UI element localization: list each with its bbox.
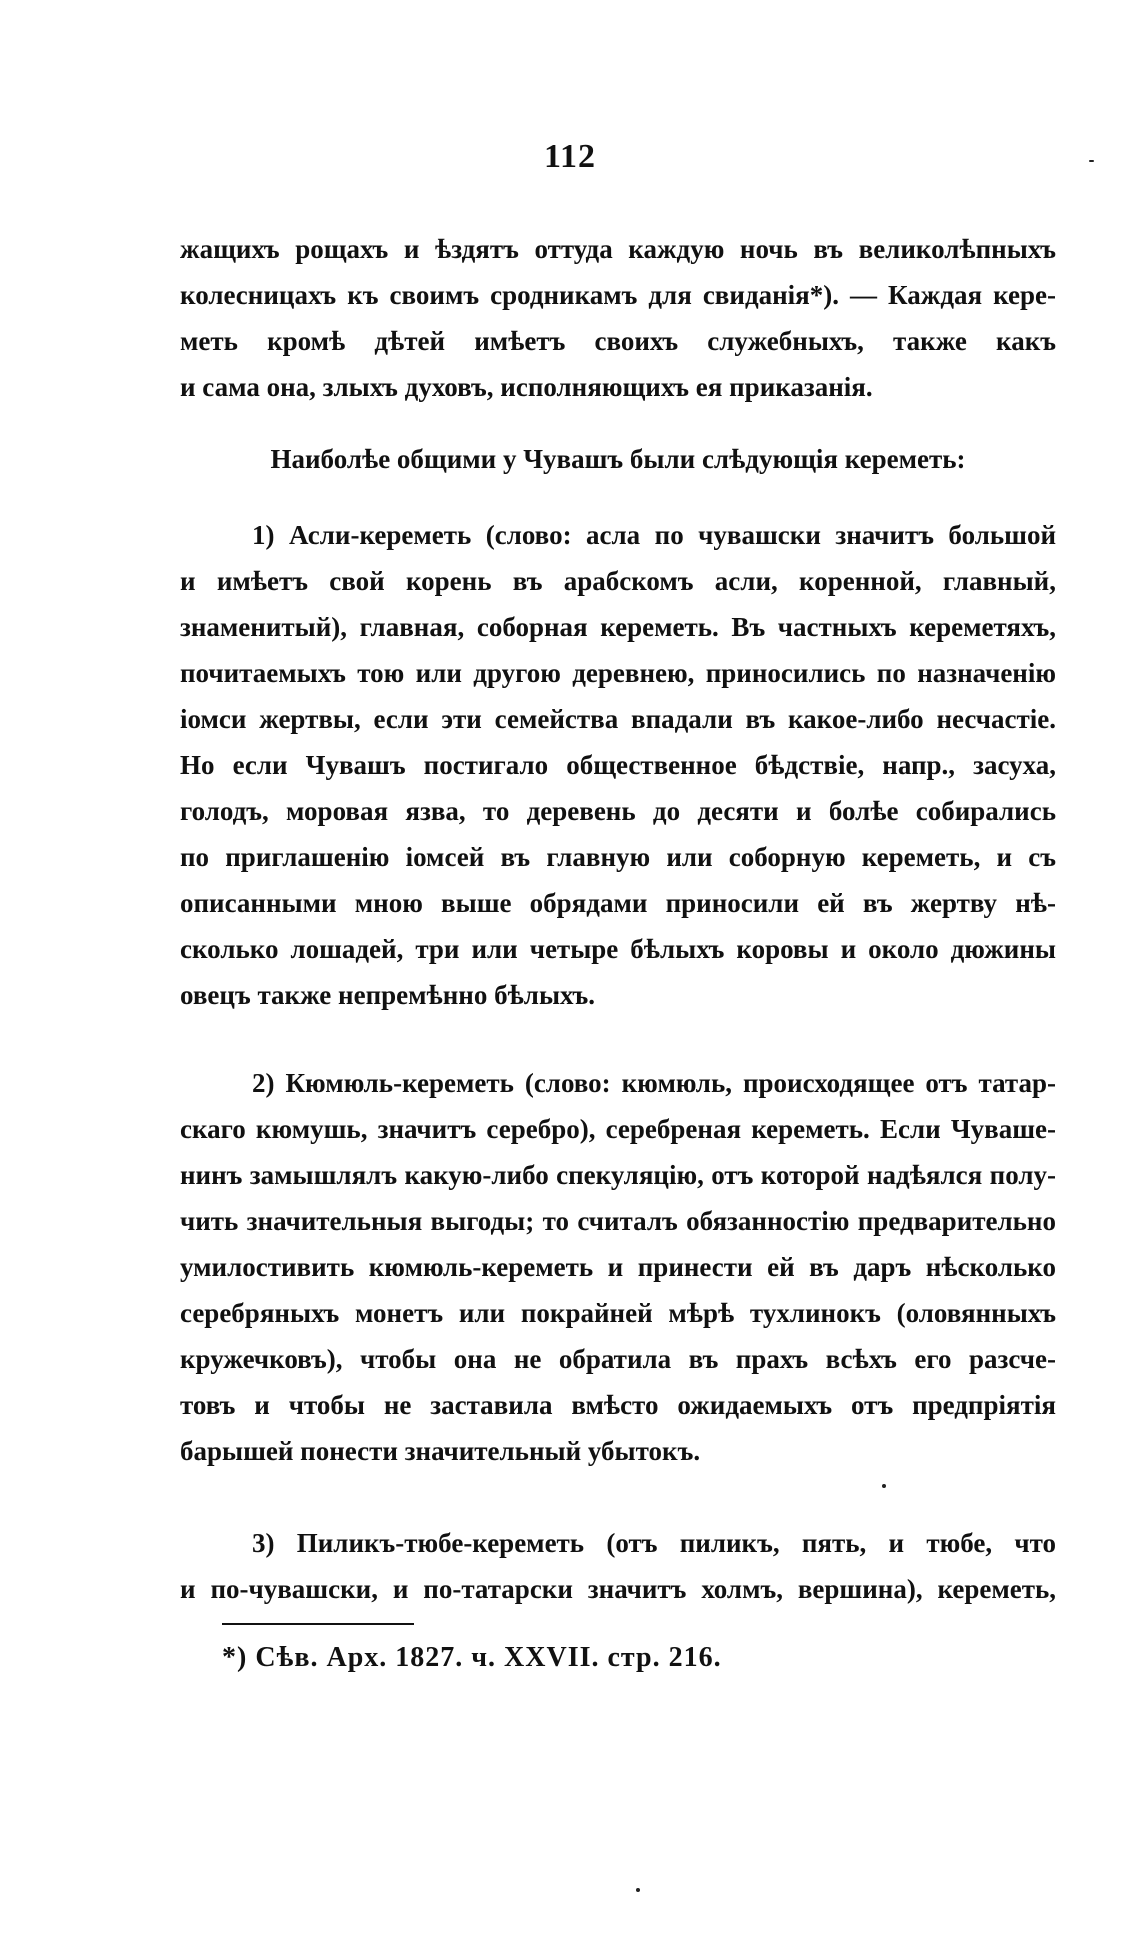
scan-speck	[636, 1888, 640, 1892]
scan-speck	[882, 1484, 886, 1488]
text-line: овецъ также непремѣнно бѣлыхъ.	[180, 980, 595, 1010]
text-line: Но если Чувашъ постигало общественное бѣдствіе, напр., засуха,	[180, 750, 1056, 780]
paragraph-continuation	[180, 226, 1056, 410]
paragraph-intro	[180, 436, 1056, 482]
text-line: іомси жертвы, если эти семейства впадали въ какое-либо несчастіе.	[180, 704, 1056, 734]
text-line: 2) Кюмюль-кереметь (слово: кюмюль, происходящее отъ татар-	[252, 1068, 1056, 1098]
text-line: знаменитый), главная, соборная кереметь. Въ частныхъ кереметяхъ,	[180, 612, 1056, 642]
text-line: нинъ замышлялъ какую-либо спекуляцію, отъ которой надѣялся полу-	[180, 1160, 1056, 1190]
text-line: чить значительныя выгоды; то считалъ обязанностію предварительно	[180, 1206, 1056, 1236]
text-line: 1) Асли-кереметь (слово: асла по чувашски значитъ большой	[252, 520, 1056, 550]
text-line: скаго кюмушь, значитъ серебро), серебреная кереметь. Если Чуваше-	[180, 1114, 1056, 1144]
text-line: жащихъ рощахъ и ѣздятъ оттуда каждую ночь въ великолѣпныхъ	[180, 234, 1056, 264]
text-line: 3) Пиликъ-тюбе-кереметь (отъ пиликъ, пять, и тюбе, что	[252, 1528, 1056, 1558]
text-line: и имѣетъ свой корень въ арабскомъ асли, коренной, главный,	[180, 566, 1056, 596]
text-line: описанными мною выше обрядами приносили ей въ жертву нѣ-	[180, 888, 1056, 918]
footnote-divider	[222, 1623, 414, 1625]
text-line: кружечковъ), чтобы она не обратила въ прахъ всѣхъ его разсче-	[180, 1344, 1056, 1374]
text-line: голодъ, моровая язва, то деревень до десяти и болѣе собирались	[180, 796, 1056, 826]
text-line: и сама она, злыхъ духовъ, исполняющихъ ея приказанія.	[180, 372, 873, 402]
text-line: почитаемыхъ тою или другою деревнею, приносились по назначенію	[180, 658, 1056, 688]
text-line: Наиболѣе общими у Чувашъ были слѣдующія кереметь:	[270, 444, 966, 474]
text-line: товъ и чтобы не заставила вмѣсто ожидаемыхъ отъ предпріятія	[180, 1390, 1056, 1420]
paragraph-asli-keremet	[180, 512, 1056, 1018]
text-line: умилостивить кюмюль-кереметь и принести ей въ даръ нѣсколько	[180, 1252, 1056, 1282]
text-line: серебряныхъ монетъ или покрайней мѣрѣ тухлинокъ (оловянныхъ	[180, 1298, 1056, 1328]
paragraph-pilik-tyube-keremet	[180, 1520, 1056, 1612]
page-number: 112	[543, 138, 597, 175]
paragraph-kyumyul-keremet	[180, 1060, 1056, 1474]
text-line: колесницахъ къ своимъ сродникамъ для свиданія*). — Каждая кере-	[180, 280, 1056, 310]
text-line: меть кромѣ дѣтей имѣетъ своихъ служебныхъ, также какъ	[180, 326, 1056, 356]
text-line: и по-чувашски, и по-татарски значитъ холмъ, вершина), кереметь,	[180, 1574, 1056, 1604]
text-line: барышей понести значительный убытокъ.	[180, 1436, 701, 1466]
text-line: по приглашенію іомсей въ главную или соборную кереметь, и съ	[180, 842, 1056, 872]
scan-speck	[1089, 160, 1094, 162]
footnote: *) Сѣв. Арх. 1827. ч. XXVII. стр. 216.	[222, 1642, 722, 1673]
text-line: сколько лошадей, три или четыре бѣлыхъ коровы и около дюжины	[180, 934, 1056, 964]
